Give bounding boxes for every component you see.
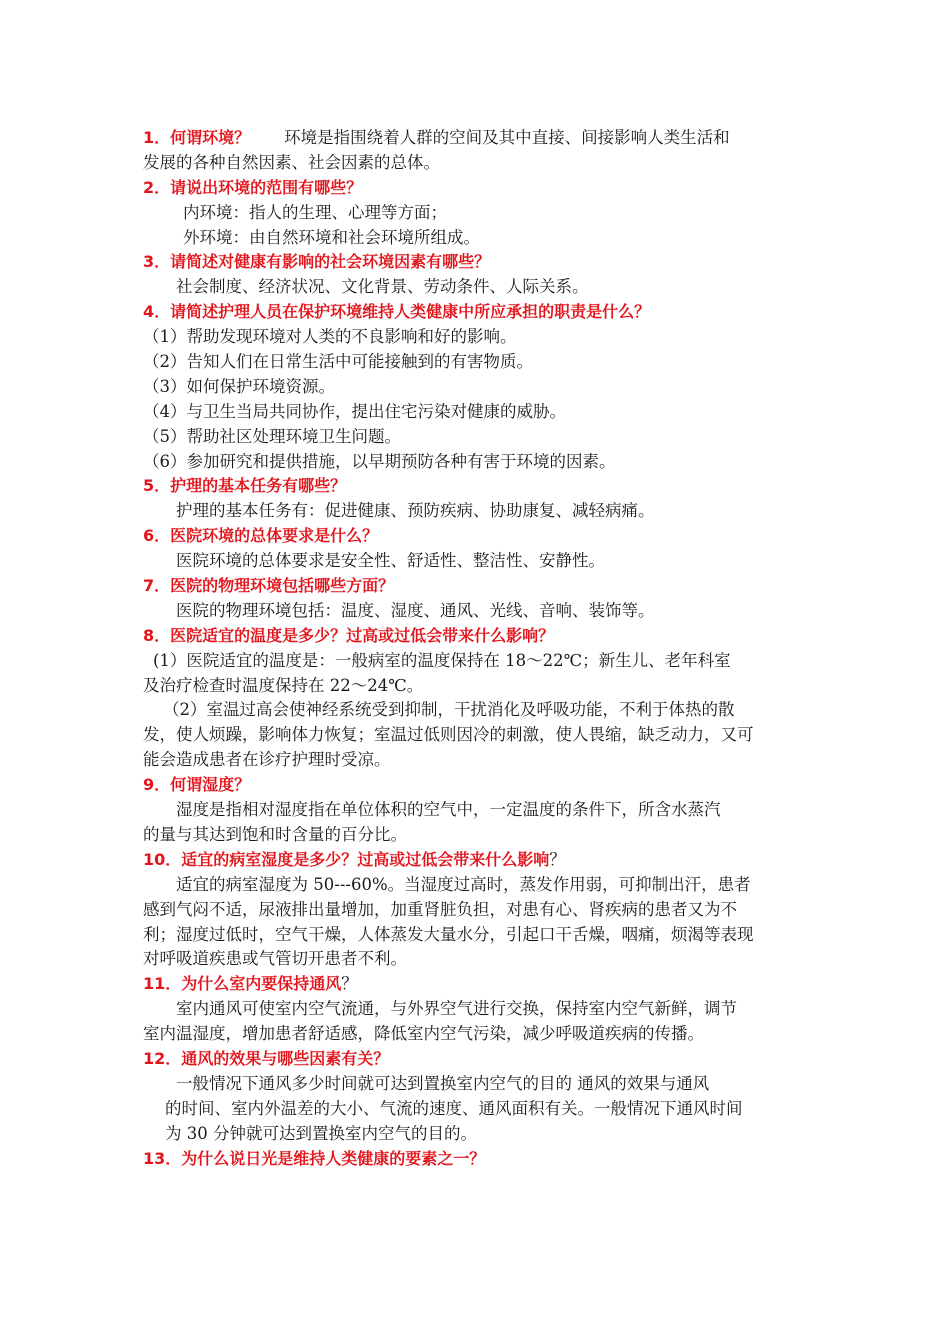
answer-1-cont: 发展的各种自然因素、社会因素的总体。 bbox=[143, 152, 440, 172]
answer-2-line: 外环境：由自然环境和社会环境所组成。 bbox=[183, 227, 480, 247]
question-4: 4．请简述护理人员在保护环境维持人类健康中所应承担的职责是什么？ bbox=[143, 302, 651, 322]
question-1: 1．何谓环境？ bbox=[143, 128, 251, 147]
answer-8-line: 发，使人烦躁，影响体力恢复；室温过低则因冷的刺激，使人畏缩，缺乏动力，又可 bbox=[143, 725, 754, 745]
answer-4-item: （6）参加研究和提供措施，以早期预防各种有害于环境的因素。 bbox=[143, 451, 616, 471]
answer-3-line: 社会制度、经济状况、文化背景、劳动条件、人际关系。 bbox=[176, 277, 589, 297]
question-7: 7．医院的物理环境包括哪些方面？ bbox=[143, 576, 395, 596]
answer-12-line: 一般情况下通风多少时间就可达到置换室内空气的目的 通风的效果与通风 bbox=[176, 1073, 710, 1093]
qa-content bbox=[143, 126, 811, 1171]
answer-1: 环境是指围绕着人群的空间及其中直接、间接影响人类生活和 bbox=[284, 128, 730, 147]
question-2: 2．请说出环境的范围有哪些？ bbox=[143, 177, 363, 197]
question-11: 11．为什么室内要保持通风 bbox=[143, 974, 342, 994]
answer-2-line: 内环境：指人的生理、心理等方面； bbox=[183, 202, 447, 222]
answer-4-item: （4）与卫生当局共同协作，提出住宅污染对健康的威胁。 bbox=[143, 401, 566, 421]
answer-9-line: 湿度是指相对湿度指在单位体积的空气中，一定温度的条件下，所含水蒸汽 bbox=[176, 800, 721, 820]
answer-8-line: 及治疗检查时温度保持在 22～24℃。 bbox=[143, 675, 424, 695]
question-11-line bbox=[143, 972, 811, 997]
question-12: 12．通风的效果与哪些因素有关？ bbox=[143, 1048, 390, 1068]
answer-8-line: (1）医院适宜的温度是：一般病室的温度保持在 18～22℃；新生儿、老年科室 bbox=[153, 650, 731, 670]
question-5: 5．护理的基本任务有哪些？ bbox=[143, 476, 347, 496]
answer-7-line: 医院的物理环境包括：温度、湿度、通风、光线、音响、装饰等。 bbox=[176, 600, 655, 620]
q1-line bbox=[143, 126, 811, 151]
question-6: 6．医院环境的总体要求是什么？ bbox=[143, 526, 379, 546]
question-10: 10．适宜的病室湿度是多少？过高或过低会带来什么影响 bbox=[143, 849, 550, 869]
answer-4-item: （5）帮助社区处理环境卫生问题。 bbox=[143, 426, 401, 446]
answer-10-line: 感到气闷不适，尿液排出量增加，加重肾脏负担，对患有心、肾疾病的患者又为不 bbox=[143, 899, 737, 919]
answer-8-line: 能会造成患者在诊疗护理时受凉。 bbox=[143, 750, 391, 770]
answer-10-line: 利；湿度过低时，空气干燥，人体蒸发大量水分，引起口干舌燥，咽痛，烦渴等表现 bbox=[143, 924, 754, 944]
answer-4-item: （1）帮助发现环境对人类的不良影响和好的影响。 bbox=[143, 327, 517, 347]
answer-11-line: 室内温湿度，增加患者舒适感，降低室内空气污染，减少呼吸道疾病的传播。 bbox=[143, 1024, 704, 1044]
answer-4-item: （2）告知人们在日常生活中可能接触到的有害物质。 bbox=[143, 352, 533, 372]
answer-12-line: 的时间、室内外温差的大小、气流的速度、通风面积有关。一般情况下通风时间 bbox=[165, 1098, 743, 1118]
answer-11-line: 室内通风可使室内空气流通，与外界空气进行交换，保持室内空气新鲜，调节 bbox=[176, 999, 737, 1019]
answer-5-line: 护理的基本任务有：促进健康、预防疾病、协助康复、减轻病痛。 bbox=[176, 501, 655, 521]
answer-6-line: 医院环境的总体要求是安全性、舒适性、整洁性、安静性。 bbox=[176, 551, 605, 571]
answer-10-line: 对呼吸道疾患或气管切开患者不利。 bbox=[143, 949, 407, 969]
answer-10-line: 适宜的病室湿度为 50---60%。当湿度过高时，蒸发作用弱，可抑制出汗，患者 bbox=[176, 874, 751, 894]
question-10-mark: ？ bbox=[549, 849, 566, 869]
question-9: 9．何谓湿度？ bbox=[143, 775, 251, 795]
question-8: 8．医院适宜的温度是多少？过高或过低会带来什么影响？ bbox=[143, 625, 555, 645]
question-13: 13．为什么说日光是维持人类健康的要素之一？ bbox=[143, 1148, 486, 1168]
question-10-line bbox=[143, 848, 811, 873]
answer-8-line: （2）室温过高会使神经系统受到抑制，干扰消化及呼吸功能，不利于体热的散 bbox=[163, 700, 735, 720]
answer-4-item: （3）如何保护环境资源。 bbox=[143, 376, 335, 396]
question-3: 3．请简述对健康有影响的社会环境因素有哪些？ bbox=[143, 252, 491, 272]
answer-9-line: 的量与其达到饱和时含量的百分比。 bbox=[143, 824, 407, 844]
question-11-mark: ？ bbox=[341, 974, 358, 994]
answer-12-line: 为 30 分钟就可达到置换室内空气的目的。 bbox=[165, 1123, 477, 1143]
